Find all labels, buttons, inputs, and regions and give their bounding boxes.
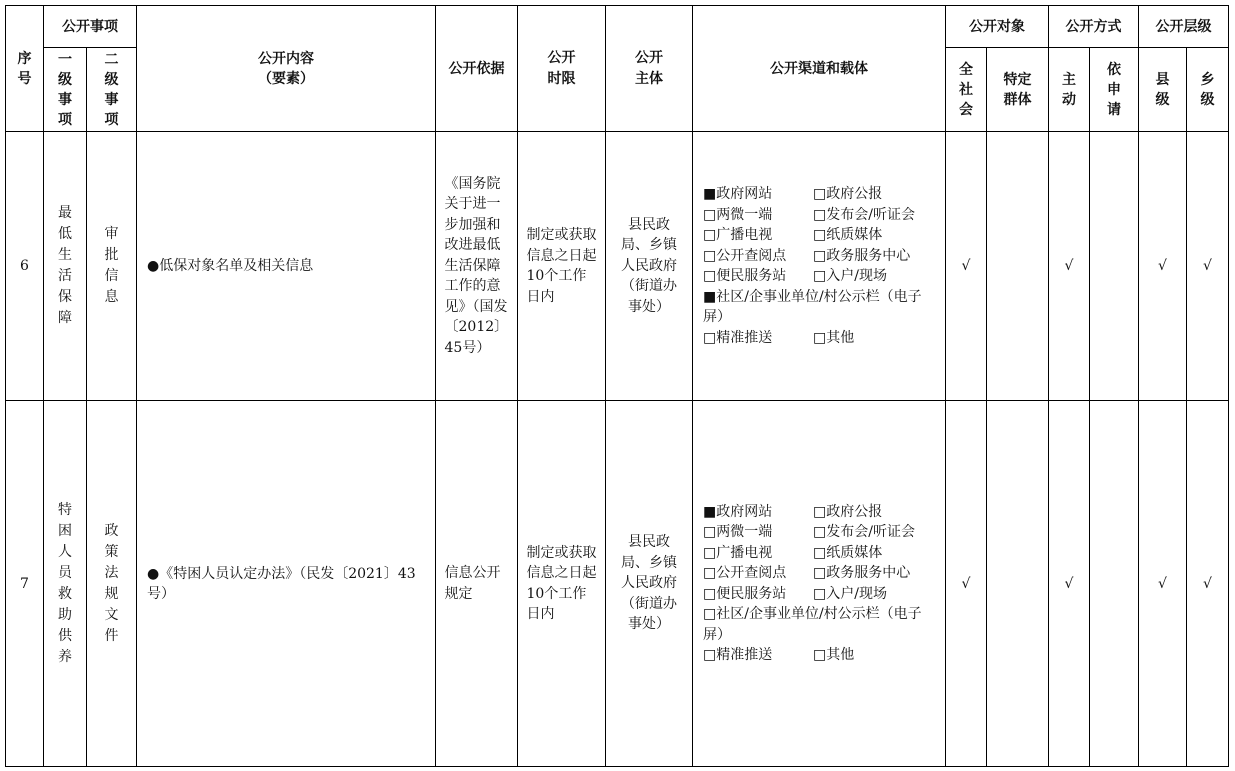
channel-two-micro: □两微一端 — [703, 524, 773, 540]
channel-gov-website: ■政府网站 — [703, 186, 773, 202]
channel-gov-gazette: □政府公报 — [813, 186, 883, 202]
header-content-line2: （要素） — [258, 70, 314, 87]
check-audience-specific — [987, 132, 1049, 401]
row-deadline: 制定或获取信息之日起10个工作日内 — [518, 132, 606, 401]
channel-broadcast: □广播电视 — [703, 544, 773, 561]
header-deadline: 公开时限 — [518, 6, 606, 132]
channel-lookup: □公开查阅点 — [703, 247, 787, 264]
header-audience-all: 全社会 — [946, 48, 987, 132]
header-method: 公开方式 — [1049, 6, 1139, 48]
row-level1: 最低生活保障 — [44, 132, 87, 401]
check-level-town: √ — [1187, 401, 1229, 767]
channel-press: □发布会/听证会 — [813, 206, 915, 223]
header-basis: 公开依据 — [436, 6, 518, 132]
channel-lookup: □公开查阅点 — [703, 565, 787, 581]
header-level1: 一级事项 — [44, 48, 87, 132]
check-audience-specific — [987, 401, 1049, 767]
row-level1: 特困人员救助供养 — [44, 401, 87, 767]
header-level: 公开层级 — [1139, 6, 1229, 48]
row-level2: 审批信息 — [87, 132, 137, 401]
check-method-active: √ — [1049, 132, 1090, 401]
check-audience-all: √ — [946, 401, 987, 767]
channel-service-station: □便民服务站 — [703, 585, 787, 602]
channel-service-station: □便民服务站 — [703, 268, 787, 284]
header-level2: 二级事项 — [87, 48, 137, 132]
header-method-apply: 依申请 — [1090, 48, 1139, 132]
table-row — [6, 401, 1229, 767]
row-subject: 县民政局、乡镇人民政府（街道办事处） — [606, 132, 693, 401]
check-method-active: √ — [1049, 401, 1090, 767]
header-seq: 序号 — [6, 6, 44, 132]
channel-household: □入户/现场 — [813, 268, 887, 284]
header-category: 公开事项 — [44, 6, 137, 48]
header-content — [137, 6, 436, 132]
channel-print: □纸质媒体 — [813, 227, 883, 243]
channel-push: □精准推送 — [703, 647, 773, 663]
row-channels — [693, 401, 946, 767]
header-level-county: 县级 — [1139, 48, 1187, 132]
header-audience: 公开对象 — [946, 6, 1049, 48]
channel-other: □其他 — [813, 329, 855, 346]
row-level2: 政策法规文件 — [87, 401, 137, 767]
channel-household: □入户/现场 — [813, 585, 887, 602]
check-audience-all: √ — [946, 132, 987, 401]
row-seq: 6 — [6, 132, 44, 401]
row-basis: 《国务院关于进一步加强和改进最低生活保障工作的意见》（国发〔2012〕45号） — [436, 132, 518, 401]
channel-print: □纸质媒体 — [813, 544, 883, 561]
check-method-apply — [1090, 401, 1139, 767]
check-method-apply — [1090, 132, 1139, 401]
table-row — [6, 132, 1229, 401]
channel-bulletin: □社区/企事业单位/村公示栏（电子屏） — [703, 606, 922, 643]
row-content: ●《特困人员认定办法》（民发〔2021〕43号） — [137, 401, 436, 767]
channel-gov-gazette: □政府公报 — [813, 503, 883, 520]
channel-bulletin: ■社区/企事业单位/村公示栏（电子屏） — [703, 288, 922, 325]
header-audience-specific: 特定群体 — [987, 48, 1049, 132]
header-subject: 公开主体 — [606, 6, 693, 132]
check-level-town: √ — [1187, 132, 1229, 401]
channel-push: □精准推送 — [703, 329, 773, 346]
channel-service-center: □政务服务中心 — [813, 565, 911, 581]
row-subject: 县民政局、乡镇人民政府（街道办事处） — [606, 401, 693, 767]
row-channels — [693, 132, 946, 401]
channel-service-center: □政务服务中心 — [813, 247, 911, 264]
header-content-line1: 公开内容 — [258, 50, 314, 67]
row-content: ●低保对象名单及相关信息 — [137, 132, 436, 401]
row-seq: 7 — [6, 401, 44, 767]
disclosure-table — [5, 5, 1229, 767]
header-channels: 公开渠道和载体 — [693, 6, 946, 132]
row-basis: 信息公开规定 — [436, 401, 518, 767]
header-level-town: 乡级 — [1187, 48, 1229, 132]
header-method-active: 主动 — [1049, 48, 1090, 132]
check-level-county: √ — [1139, 401, 1187, 767]
channel-press: □发布会/听证会 — [813, 524, 915, 540]
row-deadline: 制定或获取信息之日起10个工作日内 — [518, 401, 606, 767]
channel-gov-website: ■政府网站 — [703, 503, 773, 520]
channel-broadcast: □广播电视 — [703, 227, 773, 243]
check-level-county: √ — [1139, 132, 1187, 401]
channel-other: □其他 — [813, 647, 855, 663]
channel-two-micro: □两微一端 — [703, 206, 773, 223]
